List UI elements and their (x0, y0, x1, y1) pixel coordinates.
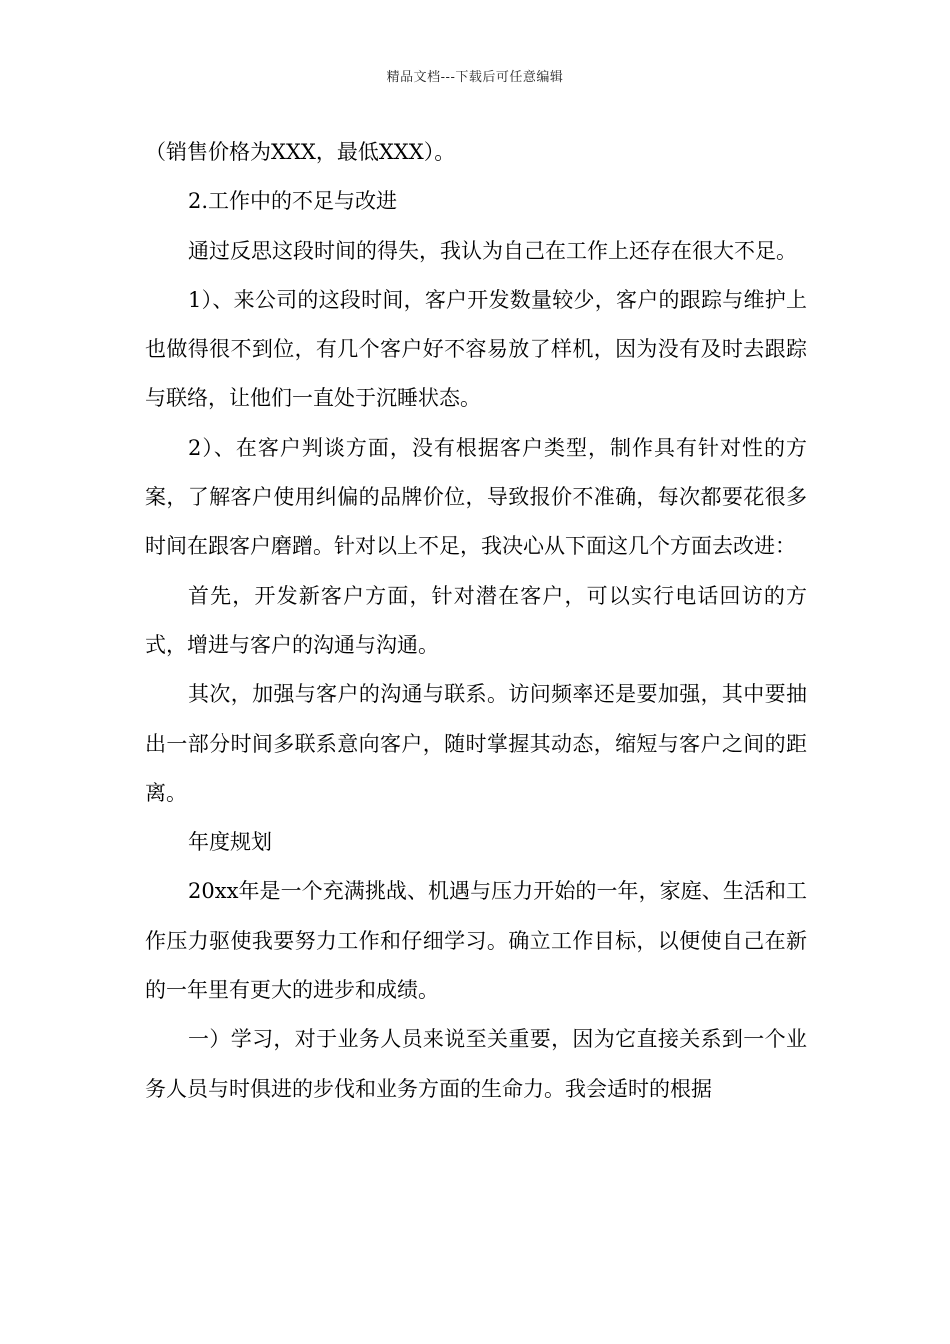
paragraph-reflection: 通过反思这段时间的得失，我认为自己在工作上还存在很大不足。 (188, 238, 797, 263)
paragraph-second: 其次，加强与客户的沟通与联系。访问频率还是要加强，其中要抽出一部分时间多联系意向客户，随时掌握其动态，缩短与客户之间的距离。 (145, 682, 807, 805)
section-heading-shortcomings: 2.工作中的不足与改进 (188, 189, 398, 214)
paragraph-first: 首先，开发新客户方面，针对潜在客户，可以实行电话回访的方式，增进与客户的沟通与沟通。 (145, 583, 807, 657)
paragraph-price-note: （销售价格为XXX，最低XXX）。 (145, 140, 456, 164)
page-header: 精品文档---下载后可任意编辑 (386, 70, 564, 85)
document-body (145, 128, 807, 1114)
section-heading-annual-plan: 年度规划 (188, 830, 272, 855)
paragraph-point-1: 1）、来公司的这段时间，客户开发数量较少，客户的跟踪与维护上也做得很不到位，有几个客户好不容易放了样机，因为没有及时去跟踪与联络，让他们一直处于沉睡状态。 (145, 287, 807, 411)
paragraph-point-2: 2）、在客户判谈方面，没有根据客户类型，制作具有针对性的方案，了解客户使用纠偏的品牌价位，导致报价不准确，每次都要花很多时间在跟客户磨蹭。针对以上不足，我决心从下面这几个方面去改进： (145, 435, 807, 559)
paragraph-learning: 一）学习，对于业务人员来说至关重要，因为它直接关系到一个业务人员与时俱进的步伐和业务方面的生命力。我会适时的根据 (145, 1027, 807, 1101)
paragraph-year-intro: 20xx年是一个充满挑战、机遇与压力开始的一年，家庭、生活和工作压力驱使我要努力工作和仔细学习。确立工作目标，以便使自己在新的一年里有更大的进步和成绩。 (145, 879, 807, 1003)
